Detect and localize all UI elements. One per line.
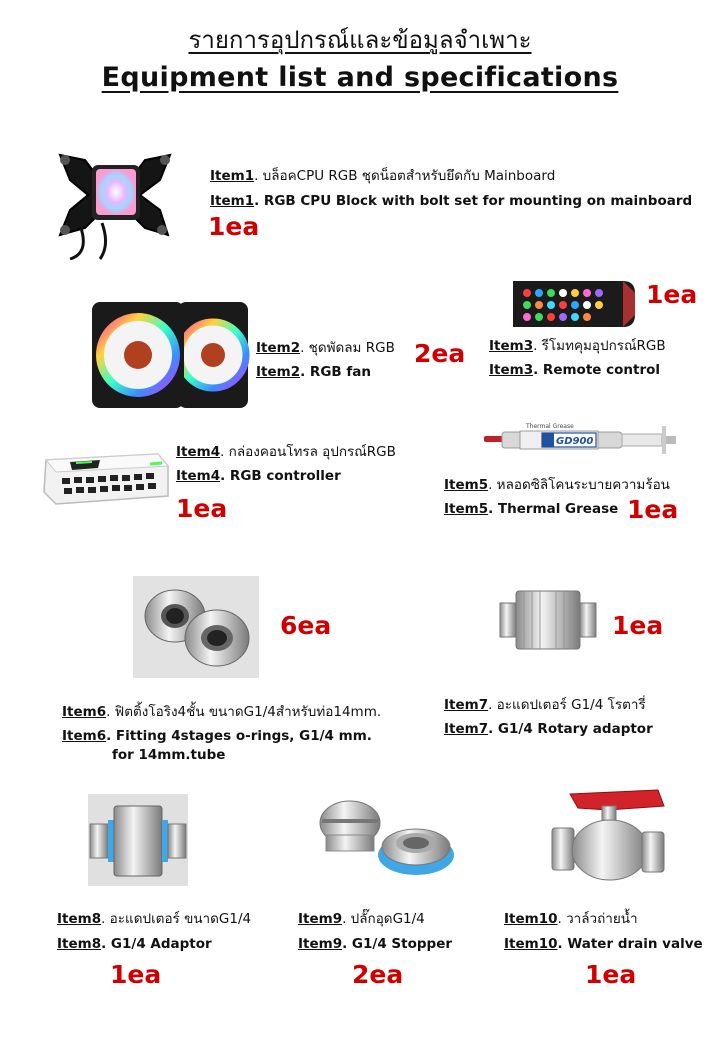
item5-english-line: [444, 500, 618, 518]
item10-quantity: 1ea: [585, 960, 637, 989]
item7-english-desc: . G1/4 Rotary adaptor: [488, 721, 653, 737]
item8-thai-line: [57, 910, 251, 928]
item6-english-line-2: [112, 746, 225, 764]
rgb-fan-image: [90, 300, 250, 410]
rgb-controller-image: [40, 450, 172, 508]
item7-thai-desc: . อะแดปเตอร์ G1/4 โรตารี่: [488, 697, 646, 713]
thermal-grease-image: [480, 418, 680, 462]
fitting-image: [133, 576, 259, 678]
item6-label-en: Item6: [62, 728, 107, 744]
item1-label: Item1: [210, 168, 255, 184]
item8-label-en: Item8: [57, 936, 102, 952]
item10-label: Item10: [504, 911, 558, 927]
item4-label: Item4: [176, 444, 221, 460]
cpu-block-image: [40, 125, 190, 260]
item3-english-line: [489, 361, 660, 379]
item3-label: Item3: [489, 338, 534, 354]
item7-thai-line: [444, 696, 646, 714]
remote-control-image: [505, 275, 640, 333]
item4-thai-desc: . กล่องคอนโทรล อุปกรณ์RGB: [220, 444, 396, 460]
item5-label-en: Item5: [444, 501, 489, 517]
item9-thai-line: [298, 910, 425, 928]
item2-english-line: [256, 363, 371, 381]
item2-thai-desc: . ชุดพัดลม RGB: [300, 340, 395, 356]
item7-label-en: Item7: [444, 721, 489, 737]
tube-label-text: Thermal Grease: [526, 423, 574, 430]
item7-label: Item7: [444, 697, 489, 713]
item6-english-line: [62, 727, 372, 745]
item4-quantity: 1ea: [176, 494, 228, 523]
stopper-image: [312, 795, 462, 887]
item4-thai-line: [176, 443, 396, 461]
item9-label-en: Item9: [298, 936, 343, 952]
item7-quantity: 1ea: [612, 611, 664, 640]
item10-english-desc: . Water drain valve: [557, 936, 703, 952]
item9-english-line: [298, 935, 452, 953]
item2-english-desc: . RGB fan: [300, 364, 371, 380]
item2-quantity: 2ea: [414, 339, 466, 368]
item8-quantity: 1ea: [110, 960, 162, 989]
item4-label-en: Item4: [176, 468, 221, 484]
item10-thai-desc: . วาล์วถ่ายน้ำ: [557, 911, 638, 927]
item3-english-desc: . Remote control: [533, 362, 661, 378]
item10-label-en: Item10: [504, 936, 558, 952]
item8-thai-desc: . อะแดปเตอร์ ขนาดG1/4: [101, 911, 252, 927]
item6-english-desc: . Fitting 4stages o-rings, G1/4 mm.: [106, 728, 372, 744]
item9-label: Item9: [298, 911, 343, 927]
item10-english-line: [504, 935, 703, 953]
g14-adaptor-image: [88, 794, 188, 886]
item2-label-en: Item2: [256, 364, 301, 380]
item1-quantity: 1ea: [208, 212, 260, 241]
item10-thai-line: [504, 910, 638, 928]
item8-label: Item8: [57, 911, 102, 927]
item1-english-desc: . RGB CPU Block with bolt set for mounting on mainboard: [254, 193, 693, 209]
tube-brand-text: GD900: [556, 436, 594, 447]
item5-english-desc: . Thermal Grease: [488, 501, 619, 517]
item5-quantity: 1ea: [627, 495, 679, 524]
item4-english-line: [176, 467, 341, 485]
item6-thai-line: [62, 703, 381, 721]
item7-english-line: [444, 720, 653, 738]
item9-quantity: 2ea: [352, 960, 404, 989]
item1-label-en: Item1: [210, 193, 255, 209]
item5-thai-line: [444, 476, 670, 494]
drain-valve-image: [548, 784, 666, 888]
rotary-adaptor-image: [498, 585, 598, 655]
item6-quantity: 6ea: [280, 611, 332, 640]
item2-thai-line: [256, 339, 395, 357]
page-title-thai: รายการอุปกรณ์และข้อมูลจำเพาะ: [188, 26, 532, 54]
page-title-english: Equipment list and specifications: [101, 62, 619, 93]
item8-english-desc: . G1/4 Adaptor: [101, 936, 212, 952]
item5-label: Item5: [444, 477, 489, 493]
item3-quantity: 1ea: [646, 280, 698, 309]
item6-thai-desc: . ฟิตติ้งโอริง4ชั้น ขนาดG1/4สำหรับท่อ14mm.: [106, 704, 382, 720]
item6-label: Item6: [62, 704, 107, 720]
item1-thai-desc: . บล็อคCPU RGB ชุดน็อตสำหรับยึดกับ Mainboard: [254, 168, 556, 184]
item1-english-line: [210, 192, 692, 210]
item4-english-desc: . RGB controller: [220, 468, 341, 484]
item9-thai-desc: . ปลั๊กอุดG1/4: [342, 911, 425, 927]
item5-thai-desc: . หลอดซิลิโคนระบายความร้อน: [488, 477, 670, 493]
item8-english-line: [57, 935, 212, 953]
item2-label: Item2: [256, 340, 301, 356]
item3-label-en: Item3: [489, 362, 534, 378]
item9-english-desc: . G1/4 Stopper: [342, 936, 453, 952]
item1-thai-line: [210, 167, 555, 185]
item6-english-desc-2: for 14mm.tube: [112, 747, 226, 763]
item3-thai-line: [489, 337, 666, 355]
item3-thai-desc: . รีโมทคุมอุปกรณ์RGB: [533, 338, 666, 354]
